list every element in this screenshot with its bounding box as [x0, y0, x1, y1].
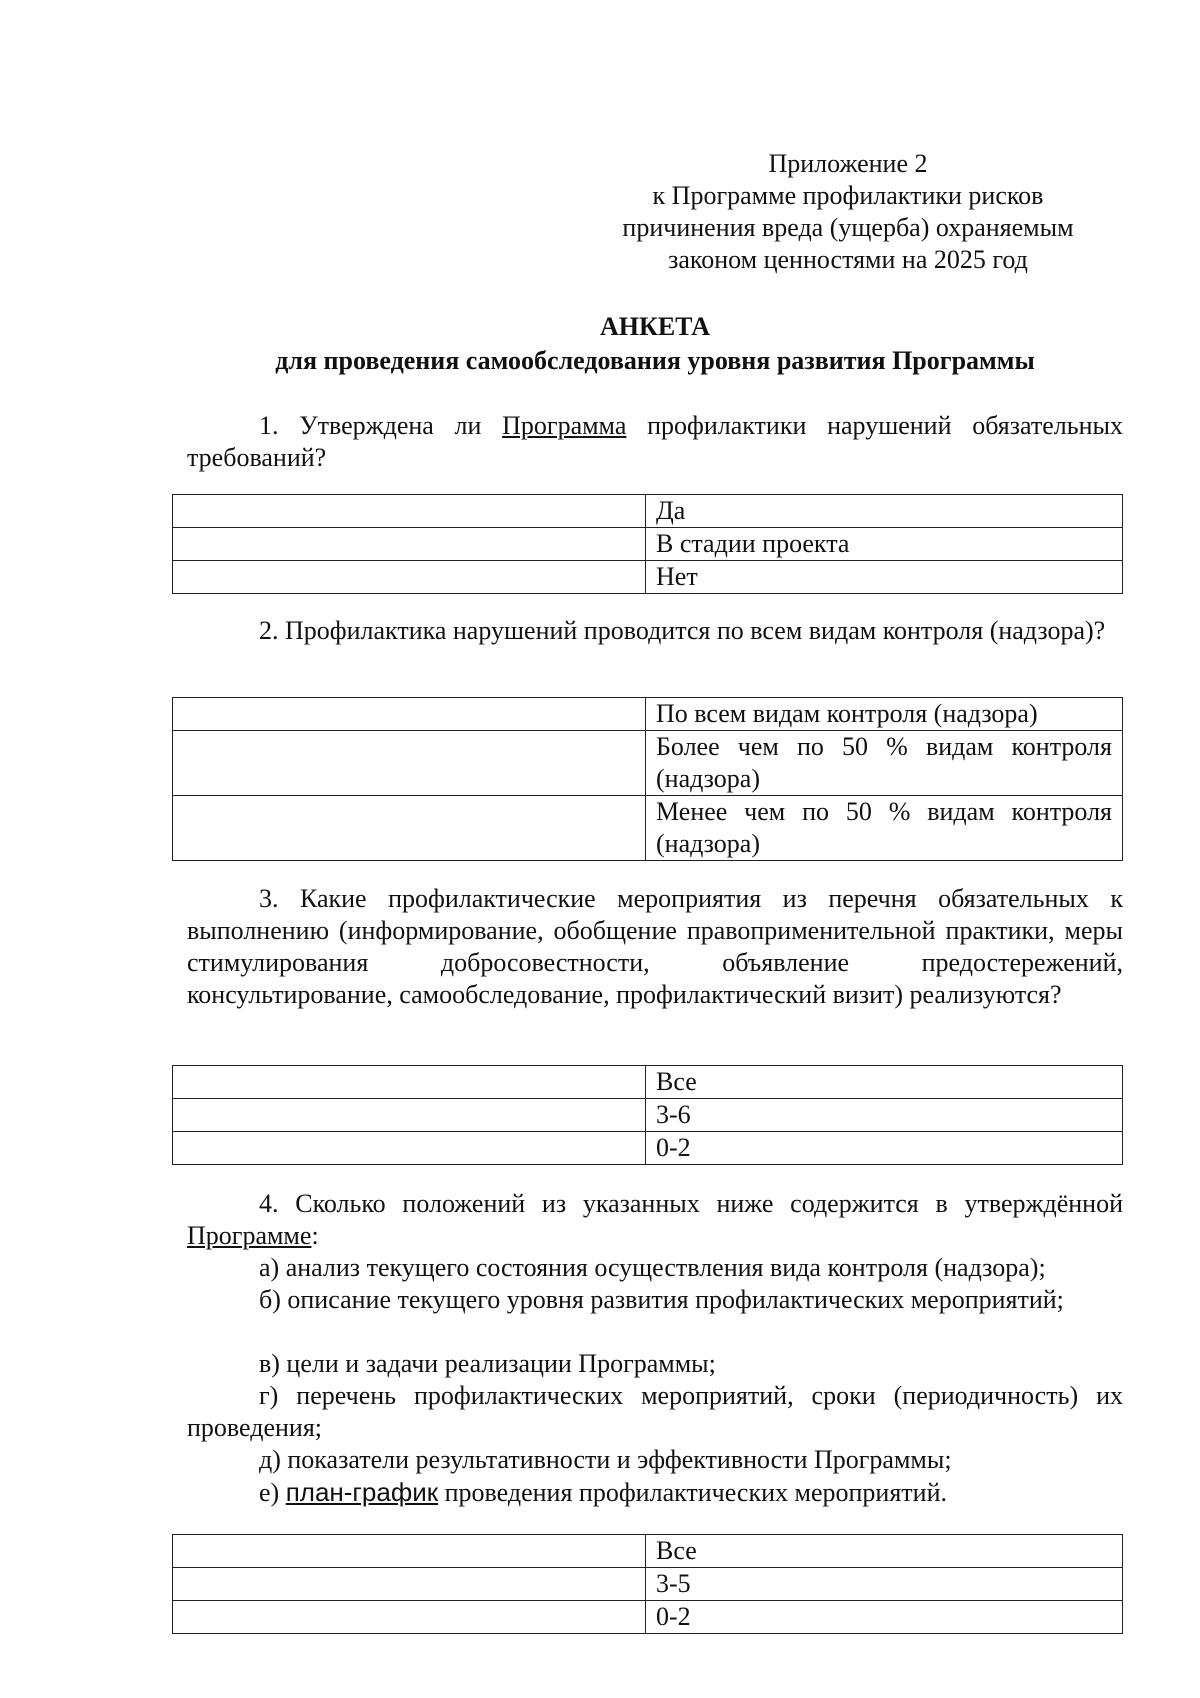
answer-table-4 — [172, 1534, 1123, 1634]
table-row — [173, 731, 1123, 796]
answer-mark-cell[interactable] — [173, 1066, 646, 1099]
answer-mark-cell[interactable] — [173, 1601, 646, 1634]
table-row — [173, 561, 1123, 594]
list-item-f — [187, 1476, 1123, 1509]
table-row — [173, 1568, 1123, 1601]
answer-mark-cell[interactable] — [173, 495, 646, 528]
answer-option: 0-2 — [646, 1601, 1123, 1634]
answer-option: Более чем по 50 % видам контроля (надзора) — [646, 731, 1123, 796]
list-item-c: в) цели и задачи реализации Программы; — [259, 1349, 716, 1378]
table-row — [173, 1099, 1123, 1132]
question-4 — [187, 1188, 1123, 1252]
answer-mark-cell[interactable] — [173, 1132, 646, 1165]
appendix-line-1: Приложение 2 — [768, 149, 928, 178]
answer-option: 3-6 — [646, 1099, 1123, 1132]
programma-link[interactable]: Программа — [502, 411, 627, 440]
table-row — [173, 495, 1123, 528]
answer-option: 3-5 — [646, 1568, 1123, 1601]
appendix-line-4: законом ценностями на 2025 год — [668, 245, 1028, 274]
answer-mark-cell[interactable] — [173, 1099, 646, 1132]
table-row — [173, 528, 1123, 561]
answer-mark-cell[interactable] — [173, 796, 646, 861]
answer-table-3 — [172, 1065, 1123, 1165]
answer-table-2 — [172, 697, 1123, 861]
answer-mark-cell[interactable] — [173, 731, 646, 796]
list-item-f-prefix: е) — [259, 1478, 286, 1507]
table-row — [173, 1066, 1123, 1099]
question-3: 3. Какие профилактические мероприятия из перечня обязательных к выполнению (информирование, обобщение правоприменительной практики, меры стимулирования добросовестности, объявление предостережений, консультирование, самообследование, профилактический визит) реализуются? — [187, 884, 1123, 1009]
list-item-b: б) описание текущего уровня развития профилактических мероприятий; — [259, 1285, 1064, 1314]
list-item-f-suffix: проведения профилактических мероприятий. — [438, 1478, 947, 1507]
table-row — [173, 796, 1123, 861]
question-4-prefix: 4. Сколько положений из указанных ниже содержится в утверждённой — [259, 1189, 1123, 1218]
answer-option: По всем видам контроля (надзора) — [646, 698, 1123, 731]
list-item-e: д) показатели результативности и эффективности Программы; — [259, 1445, 952, 1474]
answer-mark-cell[interactable] — [173, 561, 646, 594]
answer-option: Да — [646, 495, 1123, 528]
table-row — [173, 1535, 1123, 1568]
programme-link[interactable]: Программе — [187, 1221, 312, 1250]
answer-mark-cell[interactable] — [173, 1535, 646, 1568]
question-1-suffix: профилактики нарушений обязательных требований? — [187, 411, 1123, 472]
answer-mark-cell[interactable] — [173, 1568, 646, 1601]
plan-grafik-link[interactable]: план-график — [285, 1477, 439, 1507]
answer-option: Все — [646, 1535, 1123, 1568]
list-item-a: а) анализ текущего состояния осуществления вида контроля (надзора); — [259, 1253, 1046, 1282]
list-item-d: г) перечень профилактических мероприятий, сроки (периодичность) их проведения; — [187, 1381, 1123, 1442]
answer-option: В стадии проекта — [646, 528, 1123, 561]
question-1-prefix: 1. Утверждена ли — [259, 411, 503, 440]
answer-mark-cell[interactable] — [173, 528, 646, 561]
table-row — [173, 1132, 1123, 1165]
answer-option: 0-2 — [646, 1132, 1123, 1165]
title-main: АНКЕТА — [599, 312, 711, 341]
appendix-line-3: причинения вреда (ущерба) охраняемым — [622, 213, 1074, 242]
answer-option: Все — [646, 1066, 1123, 1099]
answer-option: Менее чем по 50 % видам контроля (надзора) — [646, 796, 1123, 861]
appendix-header — [560, 148, 1136, 276]
table-row — [173, 698, 1123, 731]
question-2: 2. Профилактика нарушений проводится по всем видам контроля (надзора)? — [259, 616, 1106, 645]
appendix-line-2: к Программе профилактики рисков — [652, 181, 1044, 210]
answer-table-1 — [172, 494, 1123, 594]
title-sub: для проведения самообследования уровня развития Программы — [275, 346, 1035, 375]
question-1 — [187, 410, 1123, 474]
answer-option: Нет — [646, 561, 1123, 594]
question-4-suffix: : — [311, 1221, 319, 1250]
answer-mark-cell[interactable] — [173, 698, 646, 731]
document-title — [187, 310, 1123, 378]
table-row — [173, 1601, 1123, 1634]
